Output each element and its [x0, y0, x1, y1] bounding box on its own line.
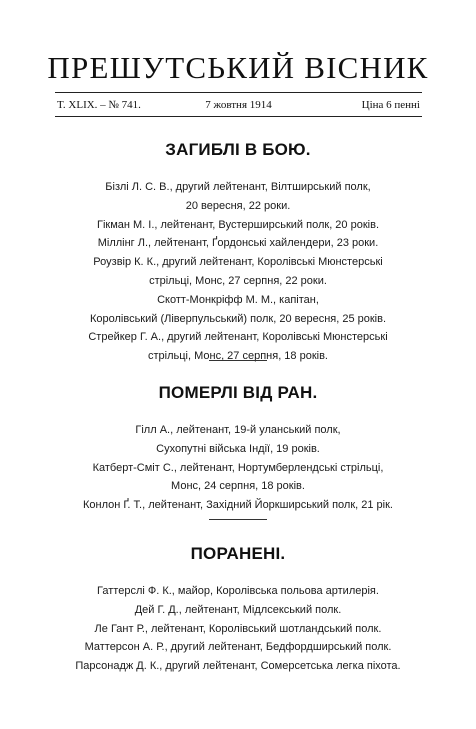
list-item: стрільці, Монс, 27 серпня, 22 роки.	[149, 274, 327, 287]
newspaper-title: ПРЕШУТСЬКИЙ ВІСНИК	[47, 50, 429, 85]
list-item: Катберт-Сміт С., лейтенант, Нортумберлендські стрільці,	[92, 461, 384, 474]
casualty-list	[40, 178, 436, 366]
masthead-rule-top	[55, 92, 422, 93]
issue-price: Ціна 6 пенні	[361, 99, 420, 111]
list-item: Конлон Ґ. Т., лейтенант, Західний Йоркширський полк, 21 рік.	[83, 499, 393, 512]
list-item: Стрейкер Г. А., другий лейтенант, Королівські Мюнстерські	[88, 331, 388, 344]
list-item: Гілл А., лейтенант, 19-й уланський полк,	[135, 424, 341, 436]
masthead-rule-bottom	[55, 116, 422, 117]
section-killed-in-action	[40, 139, 436, 366]
list-item: Ле Гант Р., лейтенант, Королівський шотландський полк.	[94, 622, 382, 635]
list-item: Дей Г. Д., лейтенант, Мідлсекський полк.	[134, 603, 342, 616]
list-item: Парсонадж Д. К., другий лейтенант, Сомерсетська легка піхота.	[75, 660, 401, 673]
masthead-info-bar	[55, 96, 422, 114]
section-heading: ЗАГИБЛІ В БОЮ.	[165, 140, 311, 159]
list-item: Монс, 24 серпня, 18 років.	[171, 480, 305, 493]
section-heading: ПОРАНЕНІ.	[190, 544, 286, 563]
list-item: 20 вересня, 22 роки.	[185, 199, 291, 212]
list-item: Міллінг Л., лейтенант, Ґордонські хайлендери, 23 роки.	[97, 237, 379, 250]
section-wounded	[40, 543, 436, 676]
list-item: Бізлі Л. С. В., другий лейтенант, Вілтширський полк,	[105, 181, 371, 193]
volume-number: T. XLIX. – № 741.	[57, 99, 141, 111]
section-died-of-wounds	[40, 382, 436, 515]
casualty-list	[40, 582, 436, 676]
list-item: Сухопутні війська Індії, 19 років.	[156, 442, 320, 455]
list-item: стрільці, Монс, 27 серпня, 18 років.	[147, 350, 328, 363]
casualty-list	[40, 421, 436, 515]
list-item: Скотт-Монкріфф М. М., капітан,	[157, 293, 319, 306]
list-item: Королівський (Ліверпульський) полк, 20 вересня, 25 років.	[89, 312, 387, 325]
section-divider	[209, 519, 267, 520]
section-heading: ПОМЕРЛІ ВІД РАН.	[158, 383, 318, 402]
issue-date: 7 жовтня 1914	[205, 99, 272, 111]
list-item: Роузвір К. К., другий лейтенант, Королівські Мюнстерські	[93, 256, 383, 269]
list-item: Маттерсон А. Р., другий лейтенант, Бедфордширський полк.	[84, 641, 392, 654]
section-divider	[209, 360, 267, 361]
list-item: Гаттерслі Ф. К., майор, Королівська польова артилерія.	[97, 585, 379, 597]
list-item: Гікман М. І., лейтенант, Вустерширський полк, 20 років.	[96, 218, 379, 231]
